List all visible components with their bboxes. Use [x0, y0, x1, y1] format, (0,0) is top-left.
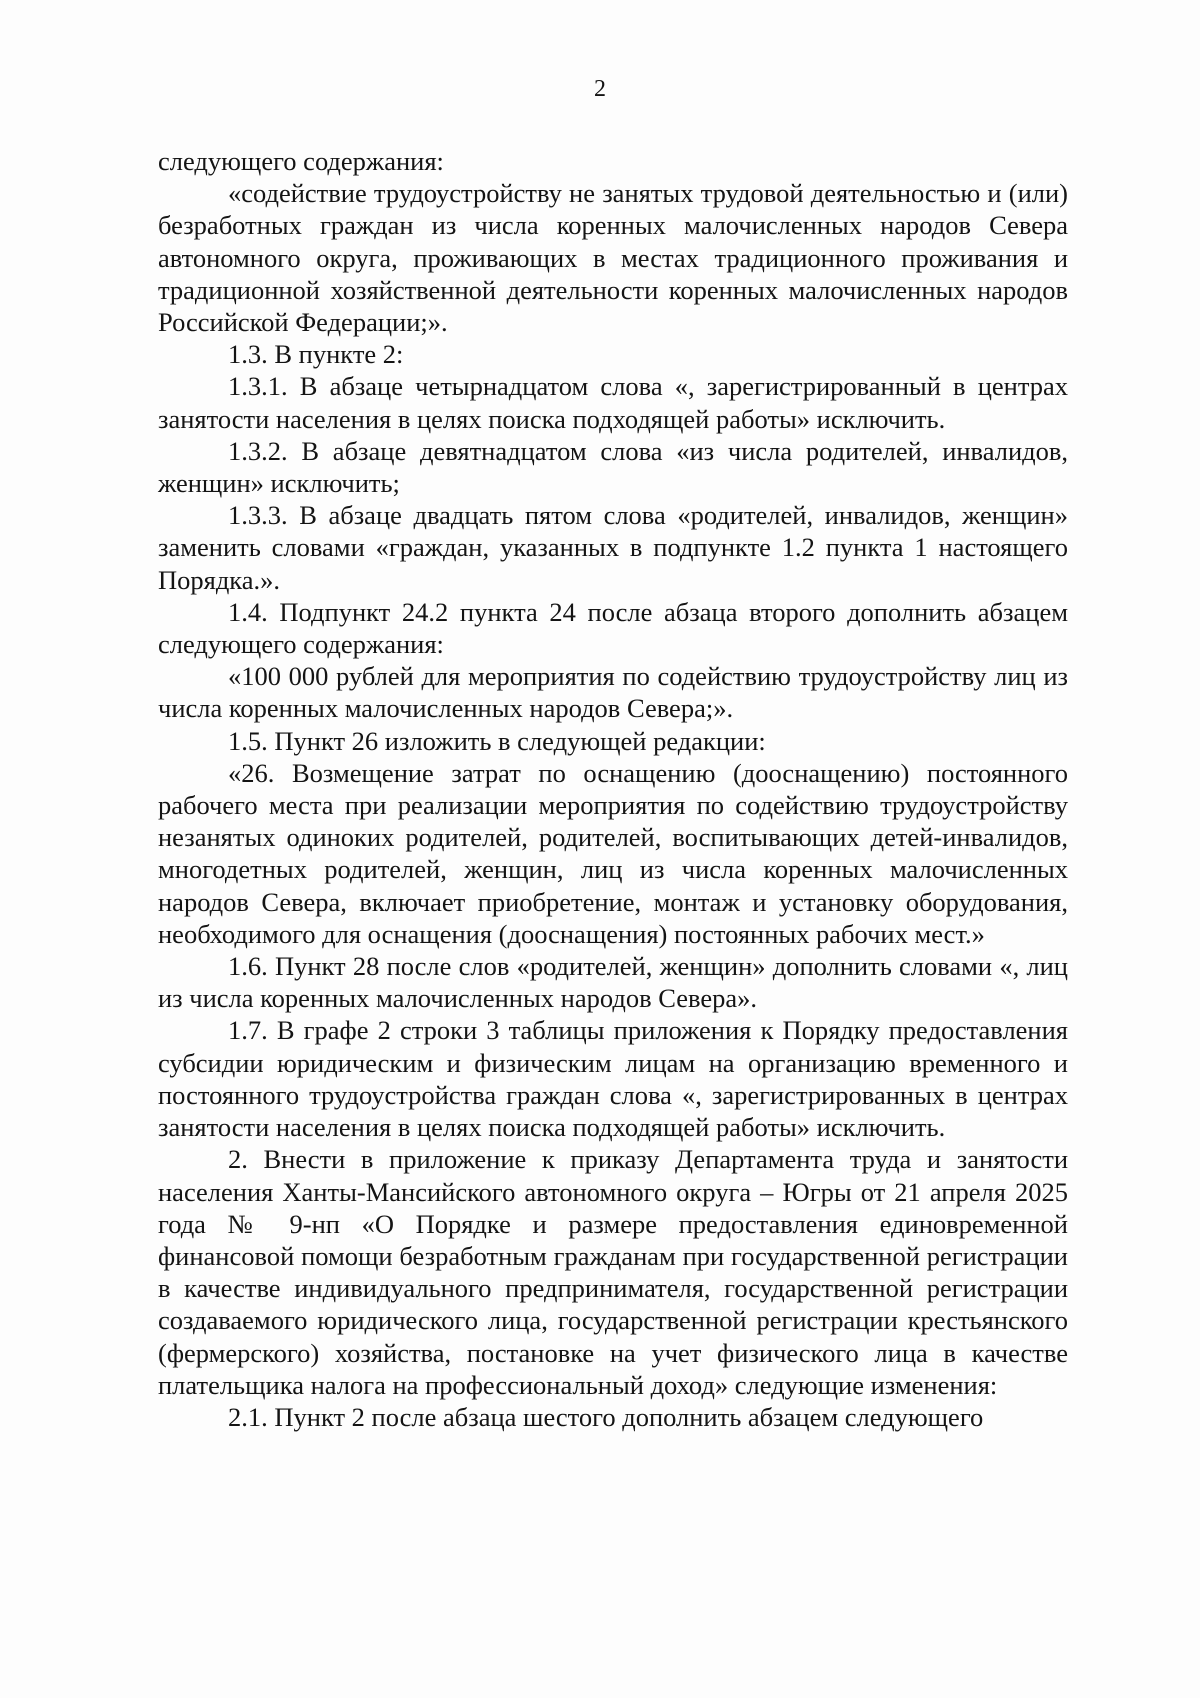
paragraph: 1.3. В пункте 2:	[228, 339, 404, 370]
paragraph: 1.7. В графе 2 строки 3 таблицы приложения к Порядку предоставления субсидии юридическим и физическим лицам на организацию временного и постоянного трудоустройства граждан слова «, зарегистрированных в центрах занятости населения в целях поиска подходящей работы» исключить.	[158, 1015, 1068, 1143]
paragraph: следующего содержания:	[158, 146, 444, 176]
paragraph: 1.4. Подпункт 24.2 пункта 24 после абзаца второго дополнить абзацем следующего содержания:	[158, 596, 1068, 660]
paragraph: 1.3.2. В абзаце девятнадцатом слова «из числа родителей, инвалидов, женщин» исключить;	[158, 435, 1068, 499]
paragraph: «100 000 рублей для мероприятия по содействию трудоустройству лиц из числа коренных малочисленных народов Севера;».	[158, 661, 1068, 724]
document-body	[158, 145, 1068, 1433]
paragraph: 1.6. Пункт 28 после слов «родителей, женщин» дополнить словами «, лиц из числа коренных малочисленных народов Севера».	[158, 951, 1068, 1014]
paragraph: «26. Возмещение затрат по оснащению (дооснащению) постоянного рабочего места при реализации мероприятия по содействию трудоустройству незанятых одиноких родителей, родителей, воспитывающих детей-инвалидов, многодетных родителей, женщин, лиц из числа коренных малочисленных народов Севера, включает приобретение, монтаж и установку оборудования, необходимого для оснащения (дооснащения) постоянных рабочих мест.»	[158, 757, 1068, 949]
paragraph: 2. Внести в приложение к приказу Департамента труда и занятости населения Ханты-Мансийского автономного округа – Югры от 21 апреля 2025 года № 9-нп «О Порядке и размере предоставления единовременной финансовой помощи безработным гражданам при государственной регистрации в качестве индивидуального предпринимателя, государственной регистрации создаваемого юридического лица, государственной регистрации крестьянского (фермерского) хозяйства, постановке на учет физического лица в качестве плательщика налога на профессиональный доход» следующие изменения:	[158, 1144, 1068, 1400]
page-number: 2	[594, 76, 606, 102]
paragraph: 1.5. Пункт 26 изложить в следующей редакции:	[228, 725, 766, 756]
paragraph: 2.1. Пункт 2 после абзаца шестого дополнить абзацем следующего	[228, 1401, 984, 1432]
paragraph: 1.3.3. В абзаце двадцать пятом слова «родителей, инвалидов, женщин» заменить словами «граждан, указанных в подпункте 1.2 пункта 1 настоящего Порядка.».	[158, 500, 1068, 595]
paragraph: «содействие трудоустройству не занятых трудовой деятельностью и (или) безработных граждан из числа коренных малочисленных народов Севера автономного округа, проживающих в местах традиционного проживания и традиционной хозяйственной деятельности коренных малочисленных народов Российской Федерации;».	[158, 178, 1068, 338]
paragraph: 1.3.1. В абзаце четырнадцатом слова «, зарегистрированный в центрах занятости населения в целях поиска подходящей работы» исключить.	[158, 371, 1068, 434]
